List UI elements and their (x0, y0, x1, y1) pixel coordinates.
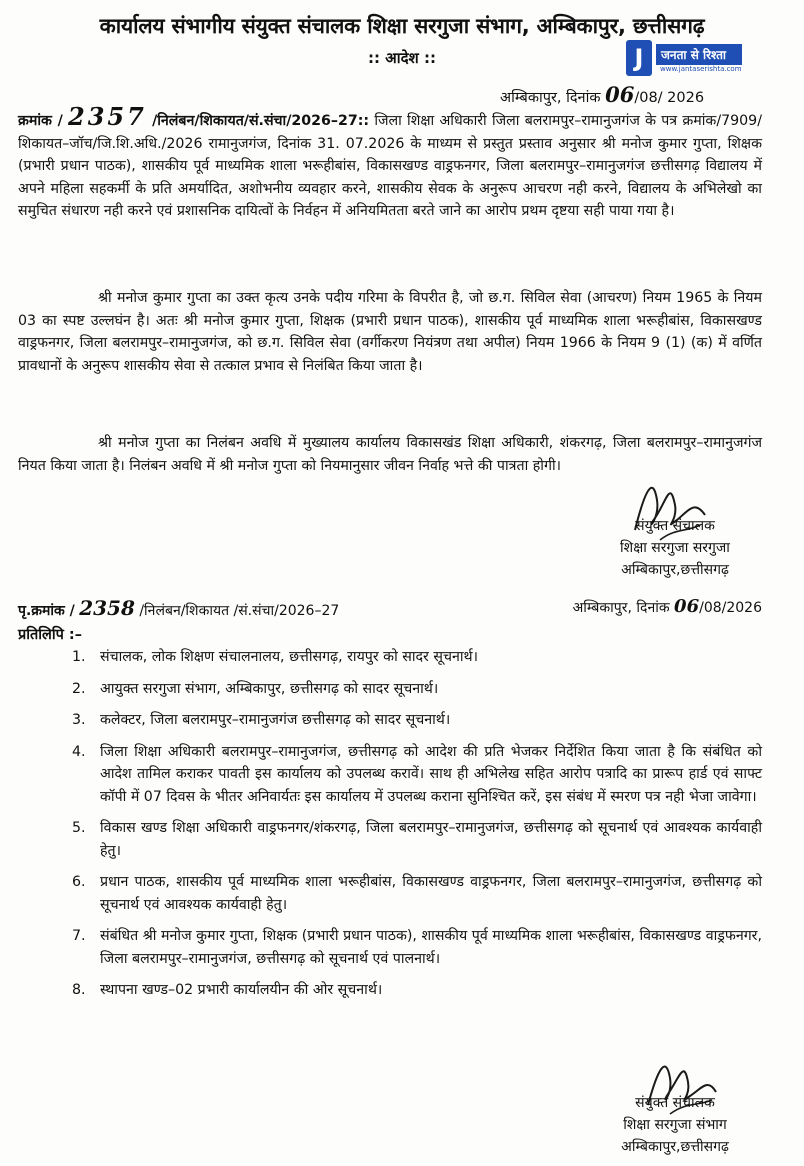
endorsement-ref-number: 2358 (79, 596, 135, 620)
order-paragraph-3: श्री मनोज गुप्ता का निलंबन अवधि में मुख्यालय कार्यालय विकासखंड शिक्षा अधिकारी, शंकरगढ़, जिला बलरामपुर–रामानुजगंज नियत किया जाता है। निलंबन अवधि में श्री मनोज गुप्ता को नियमानुसार जीवन निर्वाह भत्ते की पात्रता होगी। (18, 435, 762, 474)
endorsement-reference (18, 596, 762, 620)
signature-2-office: शिक्षा सरगुजा संभाग (623, 1117, 727, 1133)
list-item: 2. आयुक्त सरगुजा संभाग, अम्बिकापुर, छत्तीसगढ़ को सादर सूचनार्थ। (72, 680, 439, 697)
watermark-logo (626, 38, 764, 78)
list-item: 7. संबंधित श्री मनोज कुमार गुप्ता, शिक्षक (प्रभारी प्रधान पाठक), शासकीय पूर्व माध्यमिक शाला भरूहीबांस, विकासखण्ड वाड्रफनगर, जिला बलरामपुर–रामानुजगंज, छत्तीसगढ़ को सूचनार्थ एवं पालनार्थ। (72, 928, 762, 967)
order-date (500, 82, 704, 107)
copy-recipient-list (72, 646, 762, 1011)
list-item: 5. विकास खण्ड शिक्षा अधिकारी वाड्रफनगर/शंकरगढ़, जिला बलरामपुर–रामानुजगंज, छत्तीसगढ़ को सूचनार्थ एवं आवश्यक कार्यवाही हेतु। (72, 820, 762, 859)
signature-block-2 (590, 1092, 760, 1158)
order-paragraph-2: श्री मनोज कुमार गुप्ता का उक्त कृत्य उनके पदीय गरिमा के विपरीत है, जो छ.ग. सिविल सेवा (आचरण) नियम 1965 के नियम 03 का स्पष्ट उल्लघंन है। अतः श्री मनोज कुमार गुप्ता, शिक्षक (प्रभारी प्रधान पाठक), शासकीय पूर्व माध्यमिक शाला भरूहीबांस, विकासखण्ड वाड्रफनगर, जिला बलरामपुर–रामानुजगंज, को छ.ग. सिविल सेवा (वर्गीकरण नियंत्रण तथा अपील) नियम 1966 के नियम 9 (1) (क) में वर्णित प्रावधानों के अनुरूप शासकीय सेवा से तत्काल प्रभाव से निलंबित किया जाता है। (18, 290, 762, 374)
copy-heading: प्रतिलिपि :– (18, 627, 82, 643)
signature-2-designation: संयुक्त संचालक (635, 1095, 715, 1111)
signature-1-office: शिक्षा सरगुजा सरगुजा (620, 540, 730, 556)
endorsement-date-day: 06 (674, 596, 700, 617)
order-date-rest: /08/ 2026 (634, 90, 705, 106)
list-item: 6. प्रधान पाठक, शासकीय पूर्व माध्यमिक शाला भरूहीबांस, विकासखण्ड वाड्रफनगर, जिला बलरामपुर–रामानुजगंज, छत्तीसगढ़ को सूचनार्थ एवं आवश्यक कार्यवाही हेतु। (72, 874, 762, 913)
order-date-day: 06 (605, 82, 635, 107)
watermark-initial: J (626, 40, 652, 76)
endorsement-ref-prefix: पृ.क्रमांक / (18, 603, 75, 619)
order-ref-number: 2357 (68, 102, 147, 131)
watermark-url: www.jantaserishta.com (660, 64, 742, 73)
signature-1-designation: संयुक्त संचालक (635, 518, 715, 534)
list-item: 4. जिला शिक्षा अधिकारी बलरामपुर–रामानुजगंज, छत्तीसगढ़ को आदेश की प्रति भेजकर निर्देशित किया जाता है कि संबंधित को आदेश तामिल कराकर पावती इस कार्यालय को उपलब्ध करावें। साथ ही अभिलेख सहित आरोप पत्रादि का प्रारूप हार्ड एवं साफ्ट कॉपी में 07 दिवस के भीतर अनिवार्यतः इस कार्यालय में उपलब्ध कराना सुनिश्चित करें, इस संबंध में स्मरण पत्र नही भेजा जावेगा। (72, 743, 762, 805)
signature-2-place: अम्बिकापुर,छत्तीसगढ़ (621, 1139, 729, 1155)
list-item: 1. संचालक, लोक शिक्षण संचालनालय, छत्तीसगढ़, रायपुर को सादर सूचनार्थ। (72, 649, 478, 665)
endorsement-date-rest: /08/2026 (699, 600, 762, 616)
list-item: 3. कलेक्टर, जिला बलरामपुर–रामानुजगंज छत्तीसगढ़ को सादर सूचनार्थ। (72, 712, 451, 728)
order-heading: :: आदेश :: (368, 49, 436, 67)
order-ref-prefix: क्रमांक / (18, 113, 63, 129)
endorsement-ref-rest: /निलंबन/शिकायत /सं.संचा/2026–27 (139, 603, 340, 619)
endorsement-date-prefix: अम्बिकापुर, दिनांक (572, 600, 670, 616)
list-item: 8. स्थापना खण्ड–02 प्रभारी कार्यालयीन की ओर सूचनार्थ। (72, 982, 383, 998)
order-paragraph-1-text: जिला शिक्षा अधिकारी जिला बलरामपुर–रामानुजगंज के पत्र क्रमांक/7909/शिकायत–जॉच/जि.शि.अधि./2026 रामानुजगंज, दिनांक 31. 07.2026 के माध्यम से प्रस्तुत प्रस्ताव अनुसार श्री मनोज कुमार गुप्ता, शिक्षक (प्रभारी प्रधान पाठक), शासकीय पूर्व माध्यमिक शाला भरूहीबांस, विकासखण्ड वाड्रफनगर, जिला बलरामपुर–रामानुजगंज छत्तीसगढ़ विद्यालय में अपने महिला सहकर्मी के प्रति अमर्यादित, अशोभनीय व्यवहार करने, शासकीय सेवक के अनुरूप आचरण नही करने, विद्यालय के अभिलेखो का समुचित संधारण नही करने एवं प्रशासनिक दायित्वों के निर्वहन में अनियमितता बरते जाने का आरोप प्रथम दृष्टया सही पाया गया है। (18, 113, 762, 219)
order-paragraph-1 (18, 102, 762, 223)
office-title: कार्यालय संभागीय संयुक्त संचालक शिक्षा सरगुजा संभाग, अम्बिकापुर, छत्तीसगढ़ (99, 14, 705, 38)
order-ref-rest: /निलंबन/शिकायत/सं.संचा/2026–27:: (152, 113, 370, 129)
signature-1-place: अम्बिकापुर,छत्तीसगढ़ (621, 562, 729, 578)
signature-block-1 (590, 515, 760, 581)
order-date-prefix: अम्बिकापुर, दिनांक (500, 90, 601, 106)
watermark-name: जनता से रिश्ता (656, 44, 742, 65)
